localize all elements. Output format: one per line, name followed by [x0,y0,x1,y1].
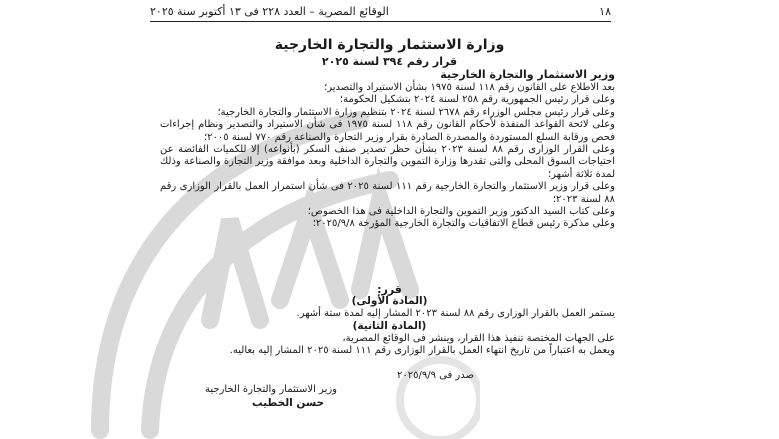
preamble-paragraph: وعلى مذكرة رئيس قطاع الاتفاقيات والتجارة الخارجية المؤرخة ٢٠٢٥/٩/٨؛ [312,218,615,230]
preamble-paragraph: وعلى قرار وزير الاستثمار والتجارة الخارجية رقم ١١١ لسنة ٢٠٢٥ فى شأن استمرار العمل بالقرار الوزارى رقم ٨٨ لسنة ٢٠٢٣؛ [160,181,615,205]
preamble-paragraph: وعلى قرار رئيس مجلس الوزراء رقم ٢٦٧٨ لسنة ٢٠٢٤ بتنظيم وزارة الاستثمار والتجارة الخارجية؛ [217,106,615,118]
header-divider [150,21,611,22]
signer-name: حسن الخطيب [252,397,325,409]
ministry-title: وزارة الاستثمار والتجارة الخارجية [274,37,505,53]
signer-title: وزير الاستثمار والتجارة الخارجية [205,384,338,395]
decided-heading: قرر: [377,283,402,296]
article-2-title: (المادة الثانية) [352,320,427,332]
page-header [150,4,611,20]
preamble-paragraph: وعلى كتاب السيد الدكتور وزير التموين والتجارة الداخلية فى هذا الخصوص؛ [307,206,615,218]
issuer-heading: وزير الاستثمار والتجارة الخارجية [440,68,615,81]
article-2-paragraph: على الجهات المختصة تنفيذ هذا القرار، وينشر فى الوقائع المصرية، [342,333,615,344]
preamble-paragraph: وعلى القرار الوزارى رقم ٨٨ لسنة ٢٠٢٣ بشأن حظر تصدير صنف السكر (بأنواعه) إلا للكميات الفائضة عن احتياجات السوق المحلى والتى تقدرها وزارة التموين والتجارة الداخلية وبعد موافقة وزير التجارة والصناعة وذلك لمدة ثلاثة أشهر؛ [160,144,615,180]
article-2-paragraph: ويعمل به اعتباراً من تاريخ انتهاء العمل بالقرار الوزارى رقم ١١١ لسنة ٢٠٢٥ المشار إليه بعاليه. [229,345,615,357]
article-1-title: (المادة الأولى) [351,295,428,307]
gazette-issue-title: الوقائع المصرية – العدد ٢٢٨ فى ١٣ أكتوبر سنة ٢٠٢٥ [150,5,389,18]
article-2-body [160,333,615,358]
preamble-paragraph: وعلى لائحة القواعد المنفذة لأحكام القانون رقم ١١٨ لسنة ١٩٧٥ فى شأن الاستيراد والتصدير ونظام إجراءات فحص ورقابة السلع المستوردة والمصدرة الصادرة بقرار وزير التجارة والصناعة رقم ٧٧٠ لسنة ٢٠٠٥؛ [160,119,616,143]
preamble-paragraph: وعلى قرار رئيس الجمهورية رقم ٢٥٨ لسنة ٢٠٢٤ بتشكيل الحكومة؛ [339,94,615,106]
decision-number: قرار رقم ٣٩٤ لسنة ٢٠٢٥ [321,55,458,68]
issued-date: صدر فى ٢٠٢٥/٩/٩ [396,370,474,381]
preamble-paragraph: بعد الاطلاع على القانون رقم ١١٨ لسنة ١٩٧٥ بشأن الاستيراد والتصدير؛ [324,82,615,93]
page-number: ١٨ [599,5,611,18]
article-1-body: يستمر العمل بالقرار الوزارى رقم ٨٨ لسنة ٢٠٢٣ المشار إليه لمدة ستة أشهر. [296,308,615,319]
preamble [160,82,615,231]
